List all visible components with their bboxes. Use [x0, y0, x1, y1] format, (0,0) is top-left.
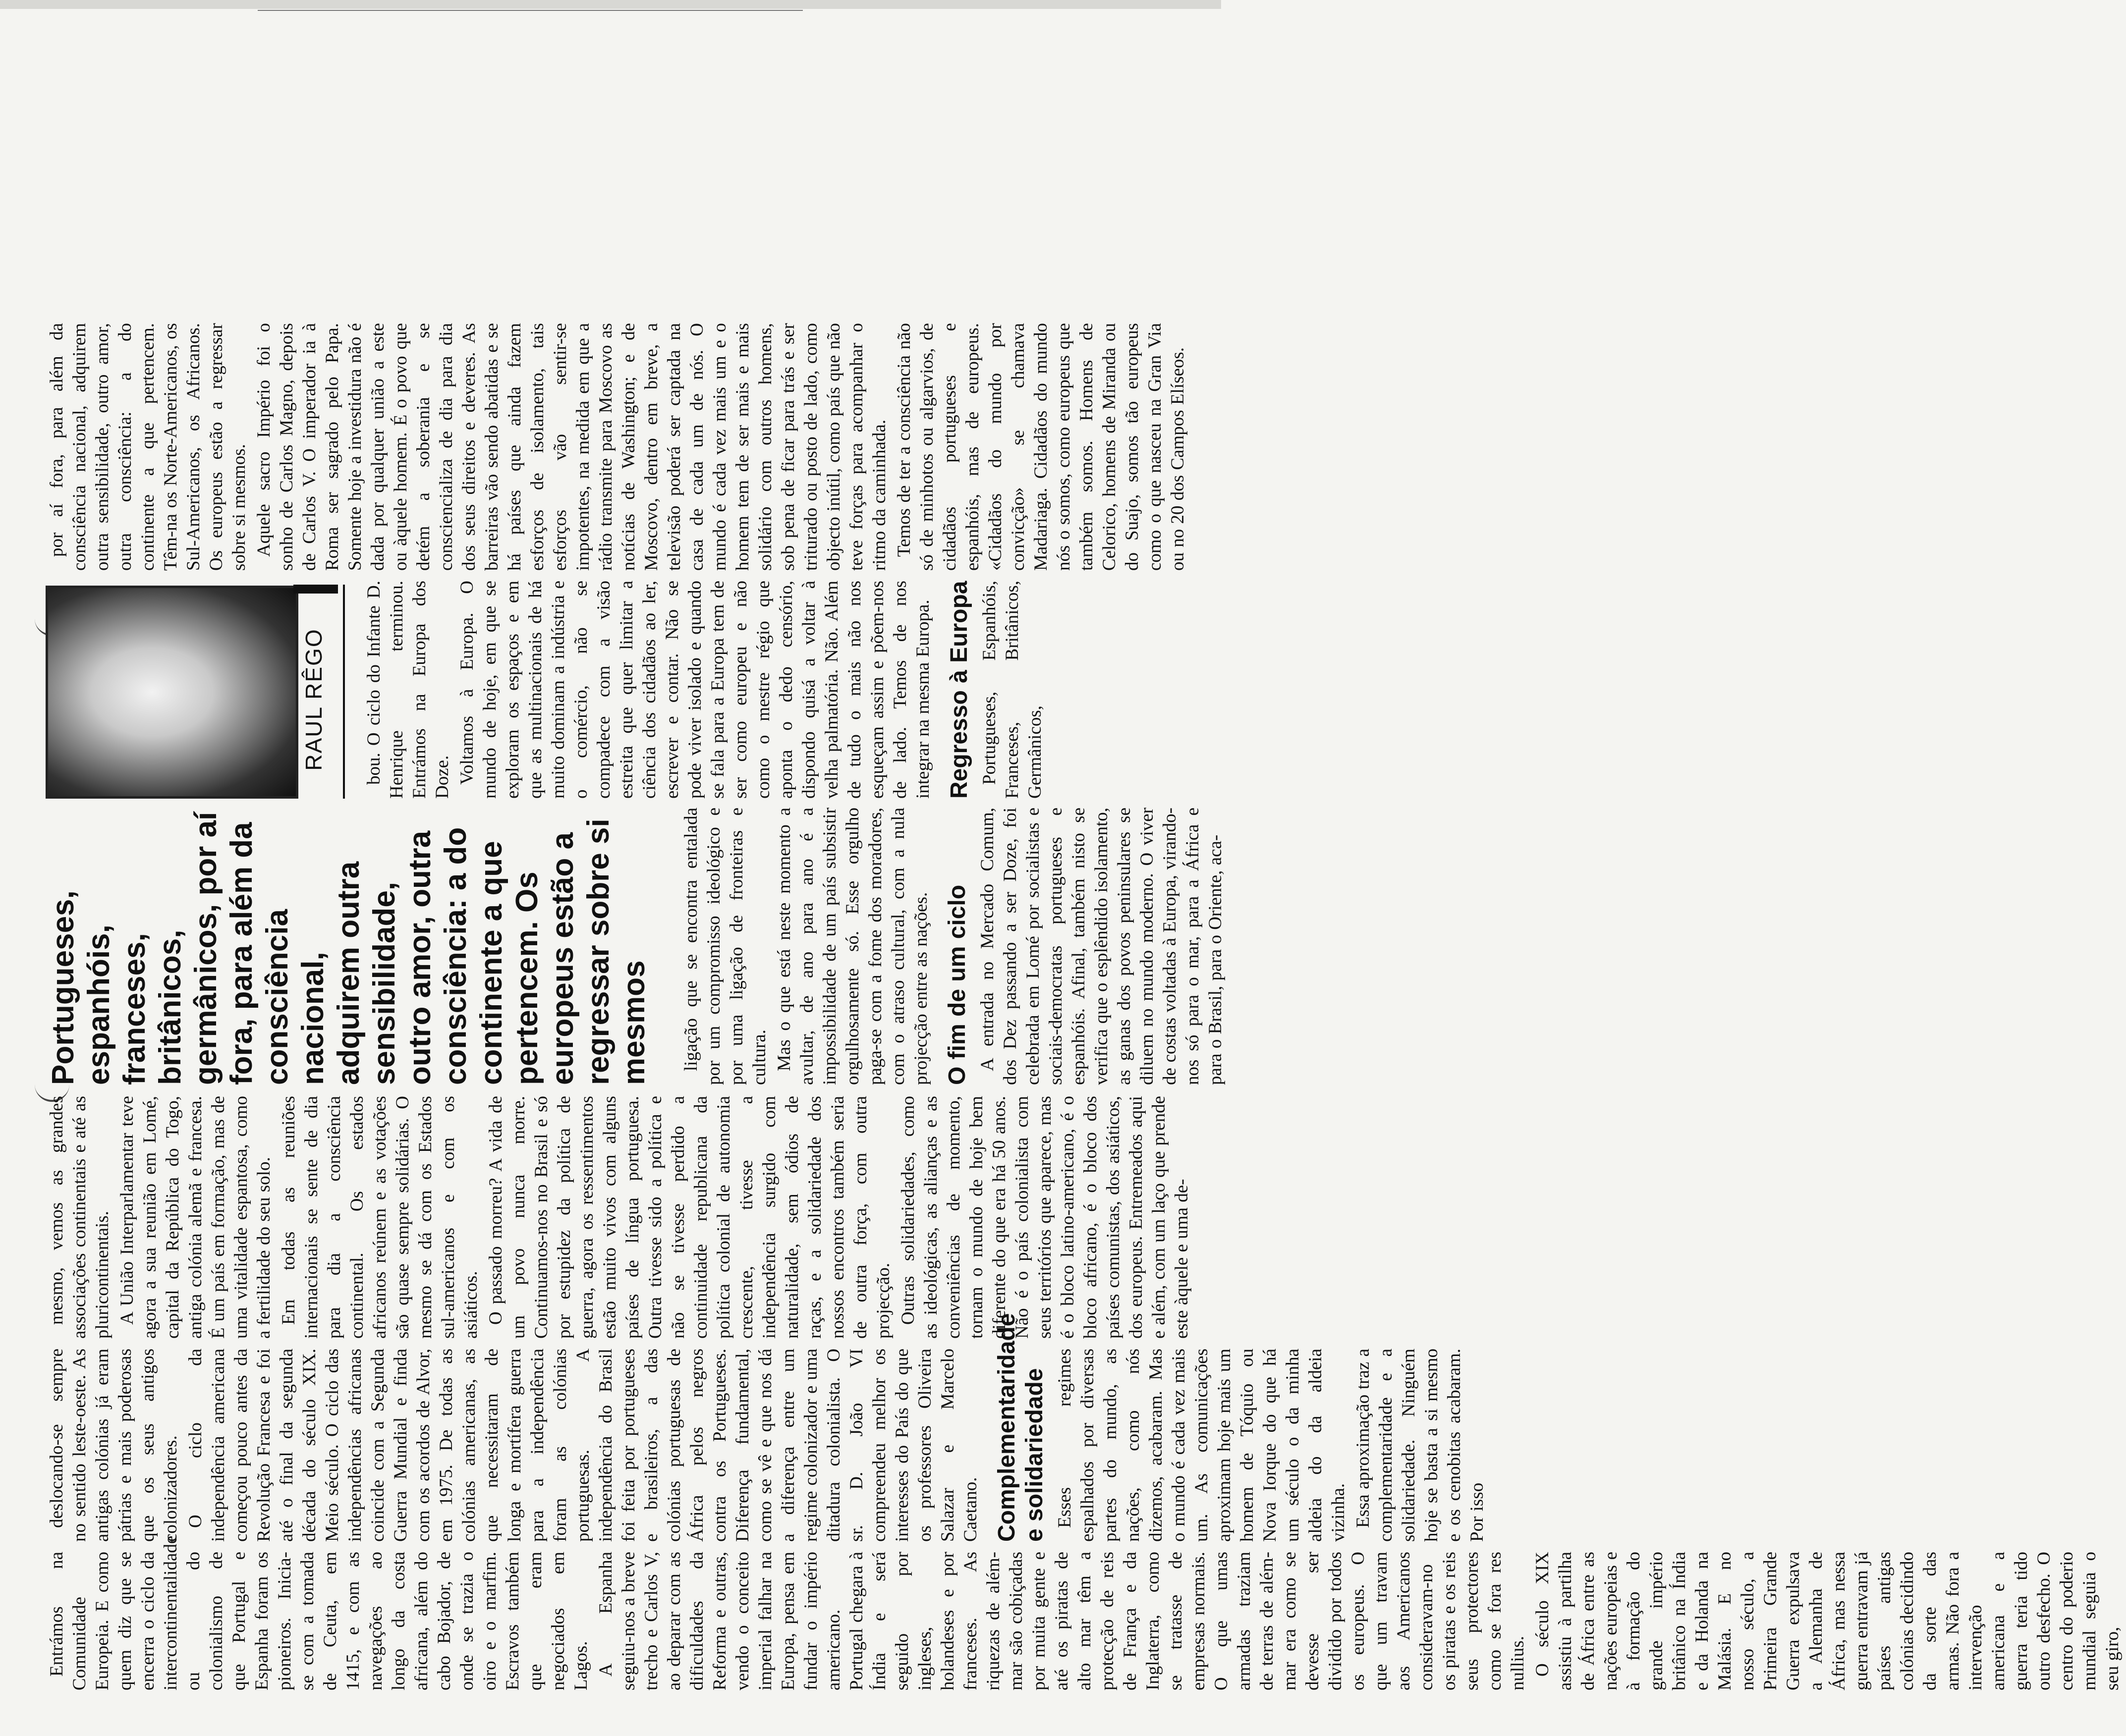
paragraph: Voltamos à Europa. O mundo de hoje, em que se exploram os espaços e em que as multinacionais de há muito dominam a indústria e o comércio, não se compadece com a visão estreita que quer limitar a ciência dos cidadãos ao ler, escrever e contar. Não se pode viver isolado e quando se fala para a Europa tem de ser como europeu e não como o mestre régio que aponta o dedo censório, dispondo quisá a voltar à velha palmatória. Não. Além de tudo o mais não nos esqueçam assim e põem-nos de lado. Temos de nos integrar na mesma Europa. — [457, 581, 933, 799]
paragraph: Entrámos na Comunidade Europeia. E como quem diz que se encerra o ciclo da intercontinentalidade ou do colonialismo de que Portugal e Espanha foram os pioneiros. Inicia-se com a tomada de Ceuta, em 1415, e com as navegações ao longo da costa africana, além do cabo Bojador, de onde se trazia o oiro e o marfim. Escravos também que eram negociados em Lagos. — [47, 1535, 591, 1690]
column-5 — [363, 581, 1049, 799]
subheading-complementaridade: Complementaridade e solidariedade — [994, 1313, 1048, 1542]
subheading-fim-de-um-ciclo: O fim de um ciclo — [944, 884, 970, 1085]
paragraph: A Espanha seguiu-nos a breve trecho e Carlos V, ao deparar com as dificuldades da Reforma e outras, vendo o conceito imperial falhar na Europa, pensa em fundar o império americano. Portugal chegara à Índia e será seguido por ingleses, holandeses e por franceses. As riquezas de além-mar são cobiçadas por muita gente e até os piratas de alto mar têm a protecção de reis de França e da Inglaterra, como se tratasse de empresas normais. O que umas armadas traziam de terras de além-mar era como se devesse ser dividido por todos os europeus. O que um travam aos Americanos consideravam-no os piratas e os reis seus protectores como se fora res nullius. — [596, 1552, 1528, 1690]
paragraph: por aí fora, para além da consciência nacional, adquirem outra sensibilidade, outro amor, outra consciência: a do continente a que pertencem. Têm-na os Norte-Americanos, os Sul-Americanos, os Africanos. Os europeus estão a regressar sobre si mesmos. — [47, 323, 249, 571]
column-6 — [46, 323, 1191, 571]
scan-line — [258, 10, 803, 11]
paragraph: ligação que se encontra entalada por um compromisso ideológico e por uma ligação de fronteiras e cultura. — [681, 808, 770, 1085]
paragraph: A entrada no Mercado Comum, dos Dez passando a ser Doze, foi celebrada em Lomé por socialistas e sociais-democratas portugueses e espanhóis. Afinal, também nisto se verifica que o esplêndido isolamento, as ganas dos povos peninsulares se diluem no mundo moderno. O viver de costas voltadas à Europa, virando-nos só para o mar, para a África e para o Brasil, para o Oriente, aca- — [977, 808, 1226, 1085]
paragraph: mesmo, vemos as grandes associações continentais e até as pluricontinentais. — [47, 1096, 112, 1339]
paragraph: deslocando-se sempre no sentido leste-oeste. As antigas colónias já eram pátrias e mais poderosas que os seus antigos colonizadores. — [47, 1349, 181, 1542]
paragraph: O ciclo da independência americana começou pouco antes da Revolução Francesa e foi até o final da segunda década do século XIX. Meio século. O ciclo das independências africanas coincide com a Segunda Guerra Mundial e finda com os acordos de Alvor, em 1975. De todas as colónias americanas, as que necessitaram de longa e mortífera guerra para a independência foram as colónias portuguesas. A independência do Brasil foi feita por portugueses e brasileiros, a das colónias portuguesas de África pelos negros contra os Portugueses. Diferença fundamental, como se vê e que nos dá a diferença entre um regime colonizador e uma ditadura colonialista. O sr. D. João VI compreendeu melhor os interesses do País do que os professores Oliveira Salazar e Marcelo Caetano. — [185, 1349, 981, 1542]
paragraph: Mas o que está neste momento a avultar, de ano para ano é a impossibilidade de um país subsistir orgulhosamente só. Esse orgulho paga-se com a fome dos moradores, com o atraso cultural, com a nula projecção entre as nações. — [774, 808, 931, 1085]
paragraph: A União Interparlamentar teve agora a sua reunião em Lomé, capital da República do Togo, antiga colónia alemã e francesa. É um país em formação, mas de uma vitalidade espantosa, como a fertilidade do seu solo. — [117, 1096, 274, 1339]
column-4 — [680, 808, 1229, 1085]
byline-rule — [343, 585, 345, 799]
newspaper-page — [46, 46, 2123, 1690]
scan-top-edge — [0, 0, 1221, 9]
paragraph: Aquele sacro Império foi o sonho de Carlos Magno, depois de Carlos V. O imperador ia à Roma ser sagrado pelo Papa. Somente hoje a investidura não é dada por qualquer união a este ou àquele homem. É o povo que detém a soberania e se consciencializa de dia para dia dos seus direitos e deveres. As barreiras vão sendo abatidas e se há países que ainda fazem esforços de isolamento, tais esforços vão sentir-se impotentes, na medida em que a rádio transmite para Moscovo as notícias de Washington; e de Moscovo, dentro em breve, a televisão poderá ser captada na casa de cada um de nós. O mundo é cada vez mais um e o homem tem de ser mais e mais solidário com outros homens, sob pena de ficar para trás e ser triturado ou posto de lado, como objecto inútil, como país que não teve forças para acompanhar o ritmo da caminhada. — [254, 323, 890, 571]
author-byline: RAUL RÊGO — [301, 628, 327, 771]
paragraph: Temos de ter a consciência não só de minhotos ou algarvios, de cidadãos portugueses e espanhóis, mas de europeus. «Cidadãos do mundo por convicção» se chamava Madariaga. Cidadãos do mundo nós o somos, como europeus que também somos. Homens de Celorico, homens de Miranda ou do Suajo, somos tão europeus como o que nasceu na Gran Via ou no 20 dos Campos Elíseos. — [894, 323, 1188, 571]
subheading-regresso: Regresso à Europa — [946, 581, 972, 799]
paragraph: O século XIX assistiu à partilha de África entre as nações europeias e à formação do grande império britânico na Índia e da Holanda na Malásia. E no nosso século, a Primeira Grande Guerra expulsava a Alemanha de África, mas nessa guerra entravam já países antigas colónias decidindo da sorte das armas. Não fora a intervenção americana e a guerra teria tido outro desfecho. O centro do poderio mundial seguia o seu giro, — [1532, 1552, 2123, 1690]
paragraph: Portugueses, Espanhóis, Franceses, Britânicos, Germânicos, — [979, 581, 1045, 799]
column-3 — [46, 1096, 1195, 1339]
article-headline: Portugueses, espanhóis, franceses, britânicos, germânicos, por aí fora, para além da consciência nacional, adquirem outra sensibilidade, outro amor, outra consciência: a do continente a que pertencem. Os europeus estão a regressar sobre si mesmos — [46, 812, 651, 1085]
paragraph: Em todas as reuniões internacionais se sente de dia para dia a consciência continental. Os estados africanos reúnem e as votações são quase sempre solidárias. O mesmo se dá com os Estados sul-americanos e com os asiáticos. — [279, 1096, 481, 1339]
paragraph: bou. O ciclo do Infante D. Henrique terminou. Entrámos na Europa dos Doze. — [364, 581, 452, 799]
paragraph: Outras solidariedades, como as ideológicas, as alianças e as conveniências de momento, tornam o mundo de hoje bem diferente do que era há 50 anos. Não é o país colonialista com seus territórios que aparece, mas é o bloco latino-americano, é o bloco africano, é o bloco dos países comunistas, dos asiáticos, dos europeus. Entremeados aqui e além, com um laço que prende este àquele e uma de- — [898, 1096, 1192, 1339]
column-2 — [46, 1313, 1491, 1542]
paragraph: Esses regimes espalhados por diversas partes do mundo, as nações, como nós dizemos, acabaram. Mas o mundo é cada vez mais um. As comunicações aproximam hoje mais um homem de Tóquio ou Nova Iorque do que há um século o da minha aldeia do da aldeia vizinha. — [1055, 1349, 1348, 1542]
byline-bar — [293, 585, 338, 594]
paragraph: Essa aproximação traz a complementaridade e a solidariedade. Ninguém hoje se basta a si mesmo e os cenobitas acabaram. Por isso — [1353, 1349, 1487, 1542]
column-1 — [46, 1535, 2126, 1690]
author-photo — [46, 586, 298, 799]
paragraph: O passado morreu? A vida de um povo nunca morre. Continuamos-nos no Brasil e só por estupidez da política de guerra, agora os ressentimentos estão muito vivos com alguns países de língua portuguesa. Outra tivesse sido a política e não se tivesse perdido a continuidade republicana da política colonial de autonomia crescente, tivesse a independência surgido com naturalidade, sem ódios de raças, e a solidariedade dos nossos encontros também seria de outra força, com outra projecção. — [486, 1096, 894, 1339]
